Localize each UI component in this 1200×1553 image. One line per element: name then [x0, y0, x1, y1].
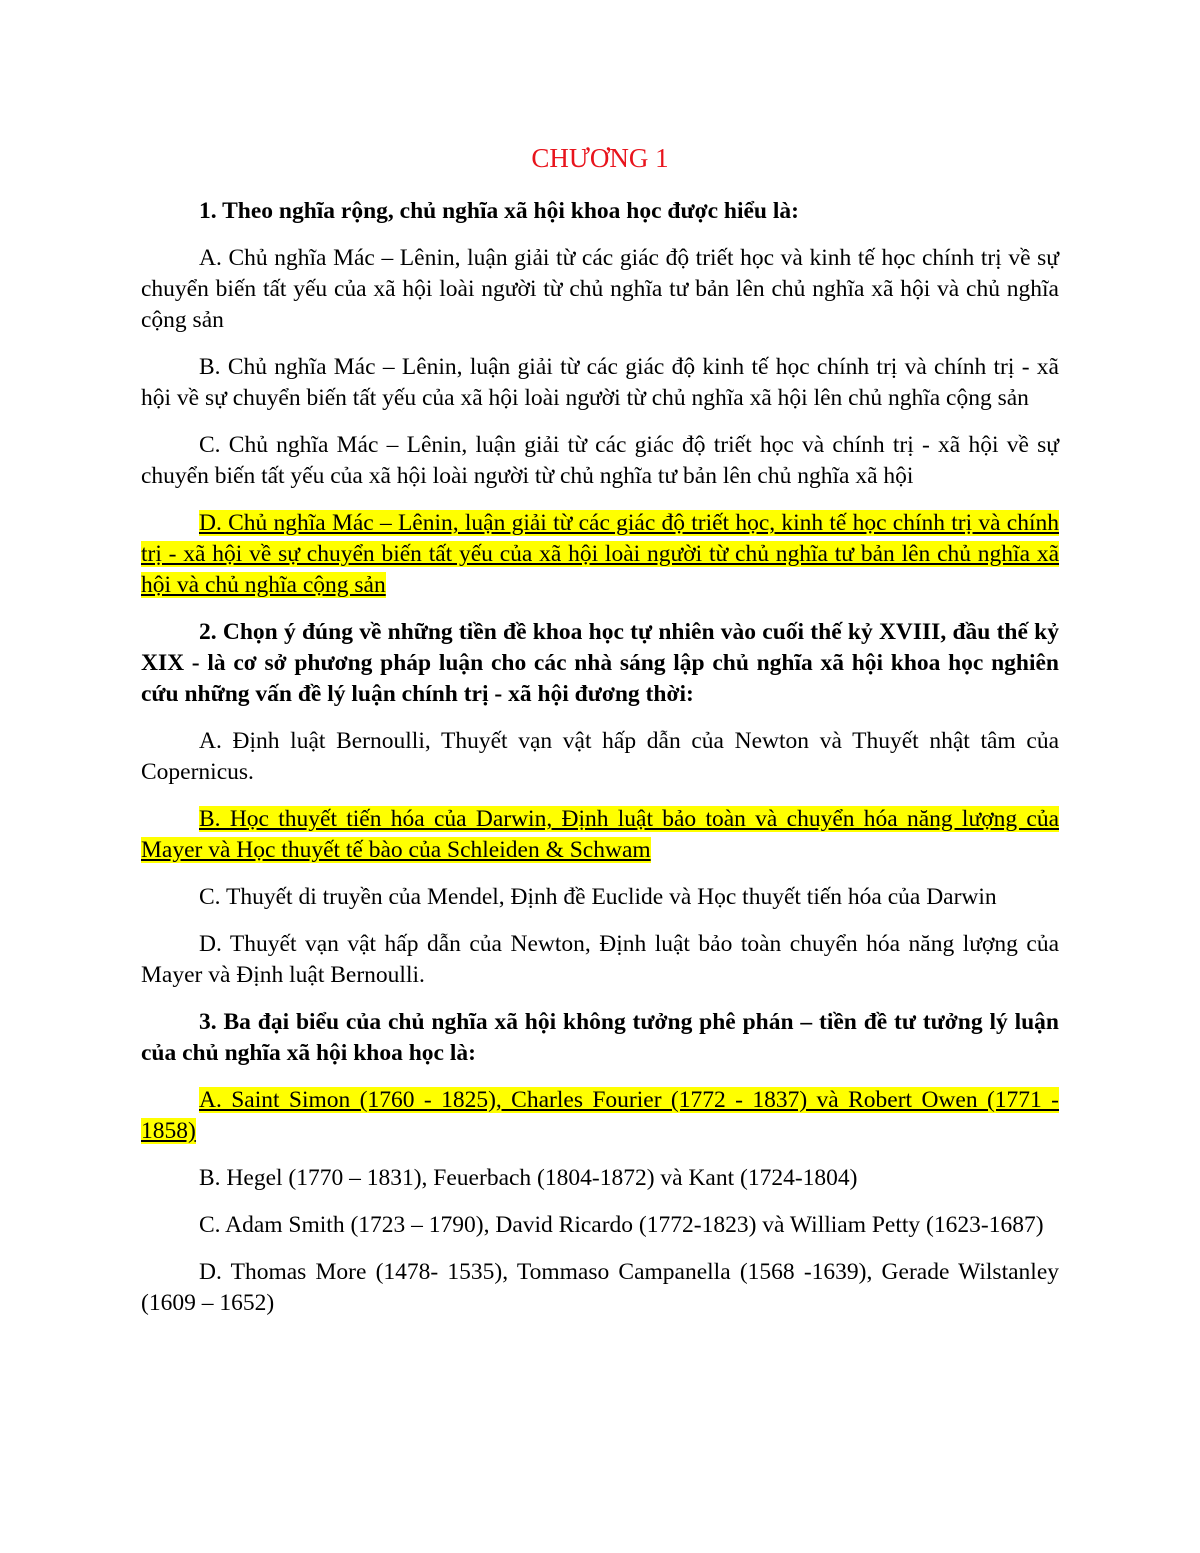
question-3: 3. Ba đại biểu của chủ nghĩa xã hội không tưởng phê phán – tiền đề tư tưởng lý luận của chủ nghĩa xã hội khoa học là: [141, 1009, 1059, 1066]
question-2-option-b-correct [141, 804, 1059, 866]
correct-answer-highlight: B. Học thuyết tiến hóa của Darwin, Định luật bảo toàn và chuyển hóa năng lượng của Mayer và Học thuyết tế bào của Schleiden & Schwam [141, 806, 1059, 863]
correct-answer-highlight: D. Chủ nghĩa Mác – Lênin, luận giải từ các giác độ triết học, kinh tế học chính trị và chính trị - xã hội về sự chuyển biến tất yếu của xã hội loài người từ chủ nghĩa tư bản lên chủ nghĩa xã hội và chủ nghĩa cộng sản [141, 510, 1059, 598]
question-1-option-b: B. Chủ nghĩa Mác – Lênin, luận giải từ các giác độ kinh tế học chính trị và chính trị - xã hội về sự chuyển biến tất yếu của xã hội loài người từ chủ nghĩa xã hội lên chủ nghĩa cộng sản [141, 354, 1059, 411]
question-3-option-c: C. Adam Smith (1723 – 1790), David Ricardo (1772-1823) và William Petty (1623-1687) [199, 1212, 1044, 1238]
question-3-option-b: B. Hegel (1770 – 1831), Feuerbach (1804-1872) và Kant (1724-1804) [199, 1165, 858, 1191]
correct-answer-highlight: A. Saint Simon (1760 - 1825), Charles Fourier (1772 - 1837) và Robert Owen (1771 - 1858) [141, 1087, 1059, 1144]
chapter-title: CHƯƠNG 1 [531, 143, 669, 173]
question-2: 2. Chọn ý đúng về những tiền đề khoa học tự nhiên vào cuối thế kỷ XVIII, đầu thế kỷ XIX - là cơ sở phương pháp luận cho các nhà sáng lập chủ nghĩa xã hội khoa học nghiên cứu những vấn đề lý luận chính trị - xã hội đương thời: [141, 619, 1059, 707]
question-1-option-d-correct [141, 508, 1059, 601]
question-1-option-c: C. Chủ nghĩa Mác – Lênin, luận giải từ các giác độ triết học và chính trị - xã hội về sự chuyển biến tất yếu của xã hội loài người từ chủ nghĩa tư bản lên chủ nghĩa xã hội [141, 432, 1059, 489]
question-3-option-d: D. Thomas More (1478- 1535), Tommaso Campanella (1568 -1639), Gerade Wilstanley (1609 – 1652) [141, 1259, 1059, 1316]
question-3-option-a-correct [141, 1085, 1059, 1147]
question-2-option-d: D. Thuyết vạn vật hấp dẫn của Newton, Định luật bảo toàn chuyển hóa năng lượng của Mayer và Định luật Bernoulli. [141, 931, 1059, 988]
question-1-option-a: A. Chủ nghĩa Mác – Lênin, luận giải từ các giác độ triết học và kinh tế học chính trị về sự chuyển biến tất yếu của xã hội loài người từ chủ nghĩa tư bản lên chủ nghĩa xã hội và chủ nghĩa cộng sản [141, 245, 1059, 333]
question-2-option-a: A. Định luật Bernoulli, Thuyết vạn vật hấp dẫn của Newton và Thuyết nhật tâm của Copernicus. [141, 728, 1059, 785]
document-page [141, 140, 1059, 1335]
question-2-option-c: C. Thuyết di truyền của Mendel, Định đề Euclide và Học thuyết tiến hóa của Darwin [199, 884, 997, 910]
question-1: 1. Theo nghĩa rộng, chủ nghĩa xã hội khoa học được hiểu là: [199, 198, 799, 224]
